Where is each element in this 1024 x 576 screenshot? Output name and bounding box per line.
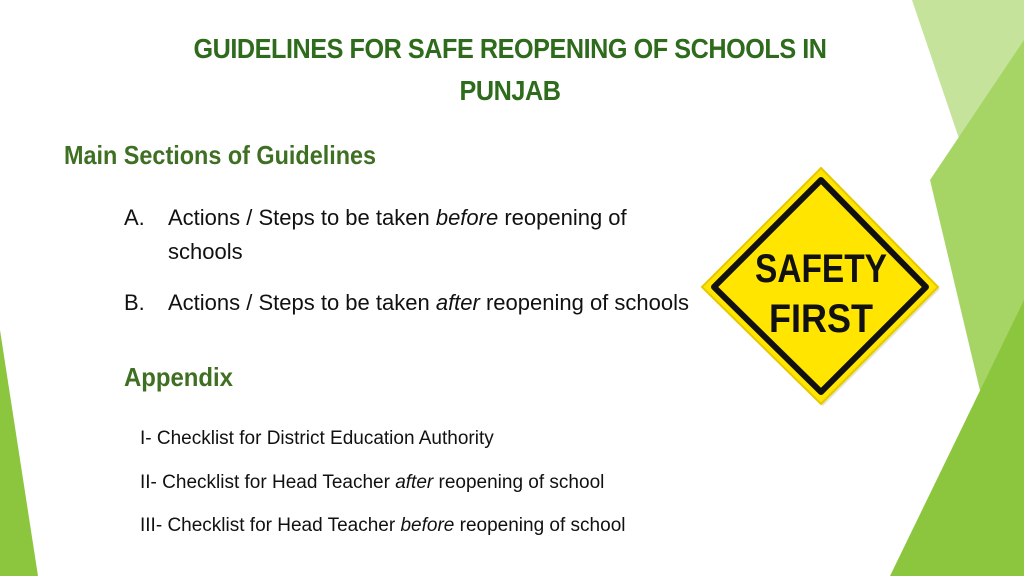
sign-text-first: FIRST bbox=[769, 297, 873, 341]
section-item-b bbox=[124, 286, 704, 320]
checklist-item-3: III- Checklist for Head Teacher before reopening of school bbox=[140, 515, 626, 536]
section-marker: B. bbox=[124, 290, 145, 315]
section-item-a bbox=[124, 201, 704, 269]
left-green-wedge bbox=[0, 330, 38, 576]
checklist-item-2: II- Checklist for Head Teacher after reopening of school bbox=[140, 472, 605, 493]
main-sections-heading: Main Sections of Guidelines bbox=[64, 140, 377, 170]
slide-title: GUIDELINES FOR SAFE REOPENING OF SCHOOLS IN PUNJAB bbox=[193, 33, 827, 106]
safety-first-sign bbox=[700, 166, 942, 408]
checklist-item-1: I- Checklist for District Education Authority bbox=[140, 428, 494, 449]
appendix-heading: Appendix bbox=[124, 362, 233, 392]
section-marker: A. bbox=[124, 205, 145, 230]
section-text: Actions / Steps to be taken before reopening of schools bbox=[168, 205, 627, 264]
section-text: Actions / Steps to be taken after reopening of schools bbox=[168, 290, 689, 315]
sign-text-safety: SAFETY bbox=[755, 247, 888, 291]
